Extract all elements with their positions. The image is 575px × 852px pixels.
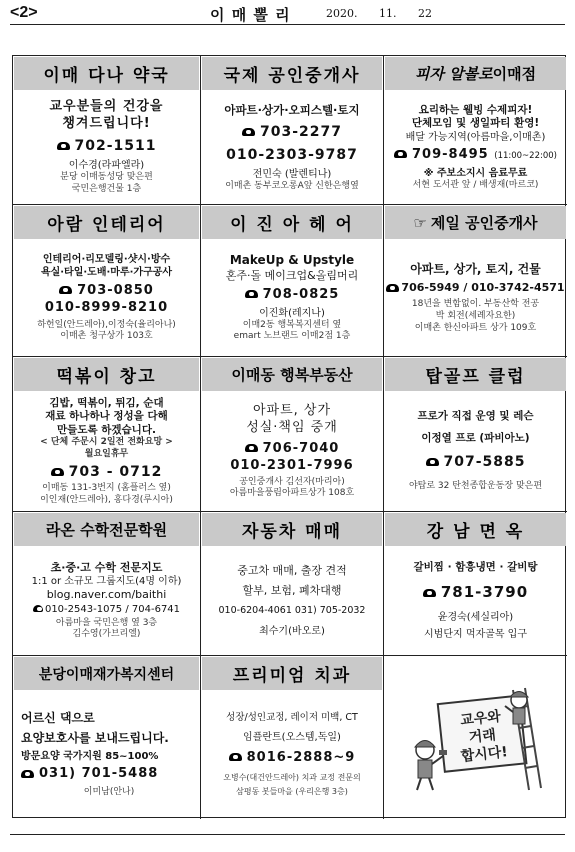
phone-icon — [423, 589, 436, 597]
ad-text: MakeUp & Upstyle — [229, 252, 355, 267]
ad-text: 챙겨드립니다! — [62, 116, 151, 132]
ad-text: 이매동 131-3번지 (홈플러스 옆) — [42, 483, 171, 494]
phone-number: 8016-2888~9 — [246, 749, 356, 765]
ad-car-trading — [201, 512, 384, 656]
ad-text: 시범단지 먹자골목 입구 — [424, 628, 527, 640]
ad-text: 이진화(레지나) — [259, 307, 325, 319]
phone-number: 010-2543-1075 / 704-6741 — [44, 603, 181, 615]
ad-text: 서현 도서관 앞 / 배생재(마르코) — [412, 179, 539, 190]
phone-icon — [57, 142, 70, 150]
cartoon-text: 교우와 — [459, 708, 502, 729]
ad-text: 이인재(안드레아), 홍다경(루시아) — [40, 494, 173, 505]
phone-number: 010-6204-4061 031) 705-2032 — [218, 604, 366, 616]
ad-text: 아름마을 국민은행 옆 3층 — [55, 617, 158, 628]
phone-icon — [245, 290, 258, 298]
ad-title: 떡볶이 창고 — [14, 358, 199, 391]
ad-text: 임플란트(오스템,독일) — [243, 731, 341, 743]
ad-text: 재료 하나하나 정성을 다해 — [45, 410, 168, 423]
phone-icon — [394, 150, 407, 158]
ad-text: 성실·책임 중개 — [246, 419, 338, 435]
ad-title: 이매 다나 약국 — [14, 57, 199, 90]
ad-text: 어르신 댁으로 — [21, 711, 95, 726]
ad-title: 탑골프 클럽 — [385, 358, 566, 391]
hand-icon: ☞ — [413, 213, 427, 232]
ad-text: 요양보호사를 보내드립니다. — [21, 730, 169, 745]
ad-text: < 단체 주문시 2일전 전화요망 > — [40, 437, 173, 448]
ad-text: ※ 주보소지시 음료무료 — [423, 167, 528, 179]
ad-text: 이수경(라파엘라) — [68, 160, 145, 172]
ad-text: 이미남(안나) — [83, 787, 135, 798]
ad-text: 1:1 or 소규모 그룹지도(4명 이하) — [31, 576, 182, 588]
phone-icon — [59, 286, 72, 294]
ad-text: 국민은행건물 1층 — [71, 183, 142, 194]
ad-interior — [13, 205, 201, 357]
ad-realestate-gukje — [201, 56, 384, 205]
ad-tteokbokki — [13, 357, 201, 512]
ad-text: 공인중개사 김선자(마리아) — [239, 476, 345, 487]
ad-text: 성장/성인교정, 레이저 미백, CT — [226, 712, 358, 724]
ad-text: 인테리어·리모델링·샷시·방수 — [42, 253, 171, 265]
ad-text: 혼주·돌 메이크업&올림머리 — [225, 268, 359, 282]
ad-text: 방문요양 국가지원 85~100% — [21, 751, 159, 763]
page-number: <2> — [10, 4, 38, 21]
ad-text: 만들도록 하겠습니다. — [57, 423, 156, 436]
ad-text: 아름마을풍림아파트상가 108호 — [229, 488, 355, 499]
ad-homecare-center — [13, 656, 201, 819]
phone-icon — [386, 284, 399, 292]
phone-number: 709-8495 — [412, 146, 489, 162]
phone-number: 781-3790 — [440, 583, 529, 602]
ad-title: 자동차 매매 — [202, 513, 382, 546]
ad-text: 김수영(가브리엘) — [72, 629, 141, 640]
ad-title-branch: 이매점 — [492, 65, 537, 83]
ad-text: 야탑로 32 탄천종합운동장 맞은편 — [408, 481, 543, 492]
phone-number: 703-0850 — [77, 282, 154, 298]
ad-text: 이매촌 동부코오롱A앞 신한은행옆 — [225, 180, 359, 191]
ad-text: 단체모임 및 생일파티 환영! — [411, 117, 540, 130]
phone-number: 702-1511 — [74, 138, 157, 155]
ad-grid — [12, 55, 566, 818]
bulletin-date: 2020. 11. 22 — [326, 7, 432, 20]
ad-cartoon — [384, 656, 567, 819]
ad-text: 요리하는 웰빙 수제피자! — [418, 103, 533, 116]
ad-text: 할부, 보험, 폐차대행 — [242, 584, 342, 598]
phone-number: 010-8999-8210 — [44, 299, 169, 315]
ad-text: 이매촌 청구상가 103호 — [60, 331, 153, 342]
ad-text: 배달 가능지역(아름마을,이매촌) — [405, 131, 546, 143]
ad-title: 아람 인테리어 — [14, 206, 199, 239]
ad-text: 전민숙 (발렌티나) — [252, 168, 332, 180]
ad-title: 프리미엄 치과 — [202, 657, 382, 690]
ad-text: 프로가 직접 운영 및 레슨 — [417, 409, 534, 422]
business-hours: (11:00~22:00) — [494, 150, 557, 161]
ad-text: 하헌일(안드레아),이정숙(율리아나) — [37, 319, 176, 330]
ad-text: 18년을 변함없이. 부동산학 전공 — [411, 299, 540, 310]
ad-premium-dental — [201, 656, 384, 819]
ad-text: 삼평동 봇들마을 (우리은행 3층) — [236, 787, 348, 797]
ad-title-brand: 피자 알볼로 — [414, 65, 493, 83]
ad-text: 분당 이매동성당 맞은편 — [60, 172, 153, 183]
ad-yakguk — [13, 56, 201, 205]
ad-golf — [384, 357, 567, 512]
ad-text: 김밥, 떡볶이, 튀김, 순대 — [49, 396, 164, 409]
phone-number: 706-7040 — [262, 440, 340, 456]
ad-title — [385, 206, 566, 239]
phone-number: 703 - 0712 — [68, 463, 163, 480]
ad-text: 월요일휴무 — [84, 449, 129, 460]
ad-happy-realestate — [201, 357, 384, 512]
ad-text: 아파트·상가·오피스텔·토지 — [224, 102, 360, 117]
phone-icon — [21, 770, 34, 778]
construction-workers-cartoon — [401, 678, 551, 798]
ad-realestate-jeil — [384, 205, 567, 357]
ad-text: 초·중·고 수학 전문지도 — [50, 561, 163, 575]
ad-text: 이매2동 행복복지센터 옆 — [242, 319, 342, 330]
phone-icon — [51, 468, 64, 476]
ad-text: emart 노브랜드 이매2점 1층 — [233, 331, 351, 342]
ad-text: 박 회전(세례자요한) — [435, 311, 516, 322]
ad-text: 윤경숙(세실리아) — [437, 611, 514, 623]
header-divider — [10, 24, 565, 25]
ad-text: 갈비찜 · 함흥냉면 · 갈비탕 — [413, 561, 538, 574]
ad-title: 강 남 면 옥 — [385, 513, 566, 546]
footer-divider — [10, 834, 565, 835]
ad-text: 교우분들의 건강을 — [49, 99, 164, 115]
ad-title: 라온 수학전문학원 — [14, 513, 199, 546]
ad-text: 이정열 프로 (파비아노) — [421, 431, 530, 444]
ad-text: 욕실·타일·도배·마루·가구공사 — [40, 266, 173, 278]
phone-number: 707-5885 — [443, 454, 526, 471]
ad-title: 분당이매재가복지센터 — [14, 657, 199, 690]
ad-title-text: 제일 공인중개사 — [430, 214, 538, 232]
ad-text: 중고차 매매, 출장 견적 — [237, 564, 347, 578]
phone-icon — [242, 128, 255, 136]
ad-title — [385, 57, 566, 90]
cartoon-text: 거래 — [467, 726, 497, 746]
ad-text: 오병수(대건안드레아) 치과 교정 전문의 — [223, 772, 361, 782]
ad-title: 이매동 행복부동산 — [202, 358, 382, 391]
phone-icon — [245, 444, 258, 452]
ad-text: 최수기(바오로) — [259, 625, 325, 637]
ad-math-academy — [13, 512, 201, 656]
phone-icon — [426, 458, 439, 466]
phone-number: 010-2303-9787 — [226, 146, 358, 163]
ad-gangnam-myeonok — [384, 512, 567, 656]
ad-text: 아파트, 상가, 토지, 건물 — [410, 261, 541, 276]
ad-pizza — [384, 56, 567, 205]
phone-number: 706-5949 / 010-3742-4571 — [401, 281, 565, 295]
ad-title: 국제 공인중개사 — [202, 57, 382, 90]
phone-number: 010-2301-7996 — [230, 457, 354, 473]
ad-text: 이매촌 한신아파트 상가 109호 — [414, 322, 537, 333]
ad-hair — [201, 205, 384, 357]
phone-number: 031) 701-5488 — [39, 766, 159, 782]
bulletin-title: 이 매 뽈 리 — [210, 6, 291, 24]
page-header — [10, 4, 565, 22]
phone-icon — [33, 605, 43, 612]
phone-number: 708-0825 — [262, 286, 340, 302]
cartoon-text: 합시다! — [459, 743, 508, 765]
ad-text: 아파트, 상가 — [252, 403, 332, 419]
website-link[interactable]: blog.naver.com/baithi — [46, 588, 167, 602]
phone-number: 703-2277 — [260, 124, 342, 141]
ad-title: 이 진 아 헤 어 — [202, 206, 382, 239]
phone-icon — [229, 753, 242, 761]
